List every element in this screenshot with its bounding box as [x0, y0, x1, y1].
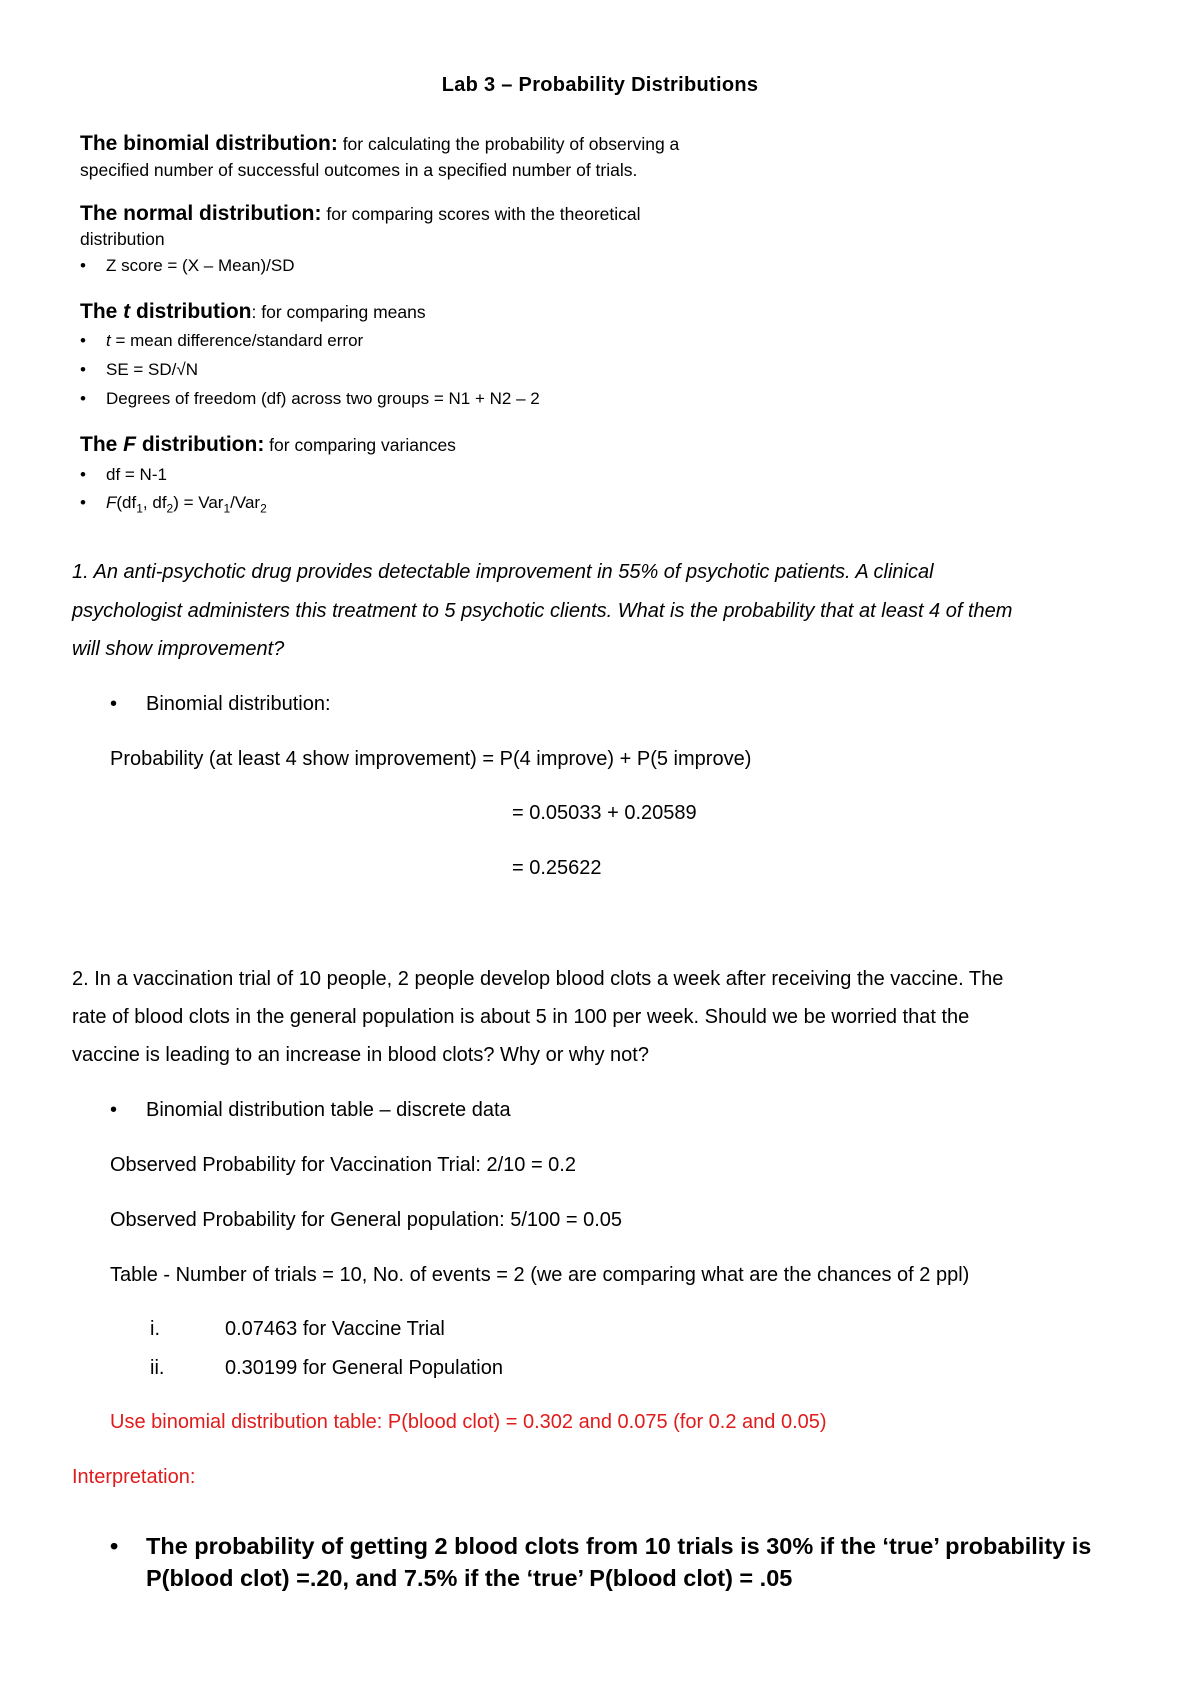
q1-step-2: = 0.25622 — [512, 857, 602, 879]
bullet-dot: • — [80, 360, 86, 379]
page-title: Lab 3 – Probability Distributions — [441, 74, 759, 96]
binomial-heading-line — [80, 132, 679, 156]
normal-bullet-z — [80, 256, 294, 276]
interpretation-line-1: The probability of getting 2 blood clots from 10 trials is 30% if the ‘true’ probability is — [146, 1533, 1092, 1559]
q2-table-line: Table - Number of trials = 10, No. of events = 2 (we are comparing what are the chances of 2 ppl) — [110, 1264, 970, 1286]
z-score-formula: Z score = (X – Mean)/SD — [106, 256, 295, 275]
bullet-dot: • — [80, 493, 86, 512]
t-heading: The t distribution — [80, 300, 252, 323]
q2-item-1-num: i. — [150, 1318, 160, 1340]
q1-formula: Probability (at least 4 show improvement) = P(4 improve) + P(5 improve) — [110, 748, 752, 770]
normal-heading-line — [80, 202, 641, 226]
t-heading-line — [80, 300, 426, 324]
t-bullet-1: • t = mean difference/standard error — [80, 331, 364, 350]
q2-line-2: rate of blood clots in the general population is about 5 in 100 per week. Should we be worried that the — [72, 1006, 970, 1028]
f-heading-line — [80, 433, 456, 457]
binomial-desc-1: for calculating the probability of observing a — [337, 134, 680, 154]
bullet-dot: • — [80, 465, 86, 484]
q2-item-2-num: ii. — [150, 1357, 165, 1379]
t-desc: : for comparing means — [251, 302, 426, 322]
q2-line-1: 2. In a vaccination trial of 10 people, 2 people develop blood clots a week after receiving the vaccine. The — [72, 968, 1004, 990]
binomial-heading: The binomial distribution: — [80, 132, 338, 155]
q1-step-1: = 0.05033 + 0.20589 — [512, 802, 697, 824]
f-desc: for comparing variances — [264, 435, 456, 455]
t-bullet-2: • SE = SD/√N — [80, 360, 198, 379]
interpretation-bullet-dot: • — [110, 1533, 119, 1559]
f-bullet-2: • $F(df_1$, $df_2) = Var_1/Var_2$ — [80, 493, 267, 516]
binomial-desc-2: specified number of successful outcomes in a specified number of trials. — [80, 160, 638, 180]
f-bullet-1: • df = N-1 — [80, 465, 167, 484]
q2-red-note: Use binomial distribution table: P(blood clot) = 0.302 and 0.075 (for 0.2 and 0.05) — [110, 1411, 827, 1433]
q1-line-2: psychologist administers this treatment to 5 psychotic clients. What is the probability that at least 4 of them — [72, 600, 1013, 622]
q2-observed-trial: Observed Probability for Vaccination Trial: 2/10 = 0.2 — [110, 1154, 576, 1176]
q1-bullet: • Binomial distribution: — [110, 693, 331, 715]
f-heading: The F distribution: — [80, 433, 265, 456]
bullet-dot: • — [110, 1099, 118, 1121]
normal-desc-2: distribution — [80, 229, 165, 249]
normal-desc-1: for comparing scores with the theoretical — [321, 204, 641, 224]
q2-item-1-text: 0.07463 for Vaccine Trial — [225, 1318, 445, 1340]
normal-heading: The normal distribution: — [80, 202, 322, 225]
interpretation-line-2: P(blood clot) =.20, and 7.5% if the ‘true’ P(blood clot) = .05 — [146, 1565, 793, 1591]
bullet-dot: • — [110, 693, 118, 715]
interpretation-label: Interpretation: — [72, 1466, 196, 1488]
bullet-dot: • — [80, 331, 86, 350]
t-bullet-3: • Degrees of freedom (df) across two groups = N1 + N2 – 2 — [80, 389, 540, 408]
q2-item-2-text: 0.30199 for General Population — [225, 1357, 503, 1379]
q2-observed-general: Observed Probability for General population: 5/100 = 0.05 — [110, 1209, 622, 1231]
q1-line-1: 1. An anti-psychotic drug provides detectable improvement in 55% of psychotic patients. A clinical — [72, 561, 934, 583]
q2-bullet: • Binomial distribution table – discrete data — [110, 1099, 511, 1121]
bullet-dot: • — [80, 389, 86, 408]
q1-line-3: will show improvement? — [72, 638, 285, 660]
bullet-dot: • — [80, 256, 86, 275]
q2-line-3: vaccine is leading to an increase in blood clots? Why or why not? — [72, 1044, 649, 1066]
